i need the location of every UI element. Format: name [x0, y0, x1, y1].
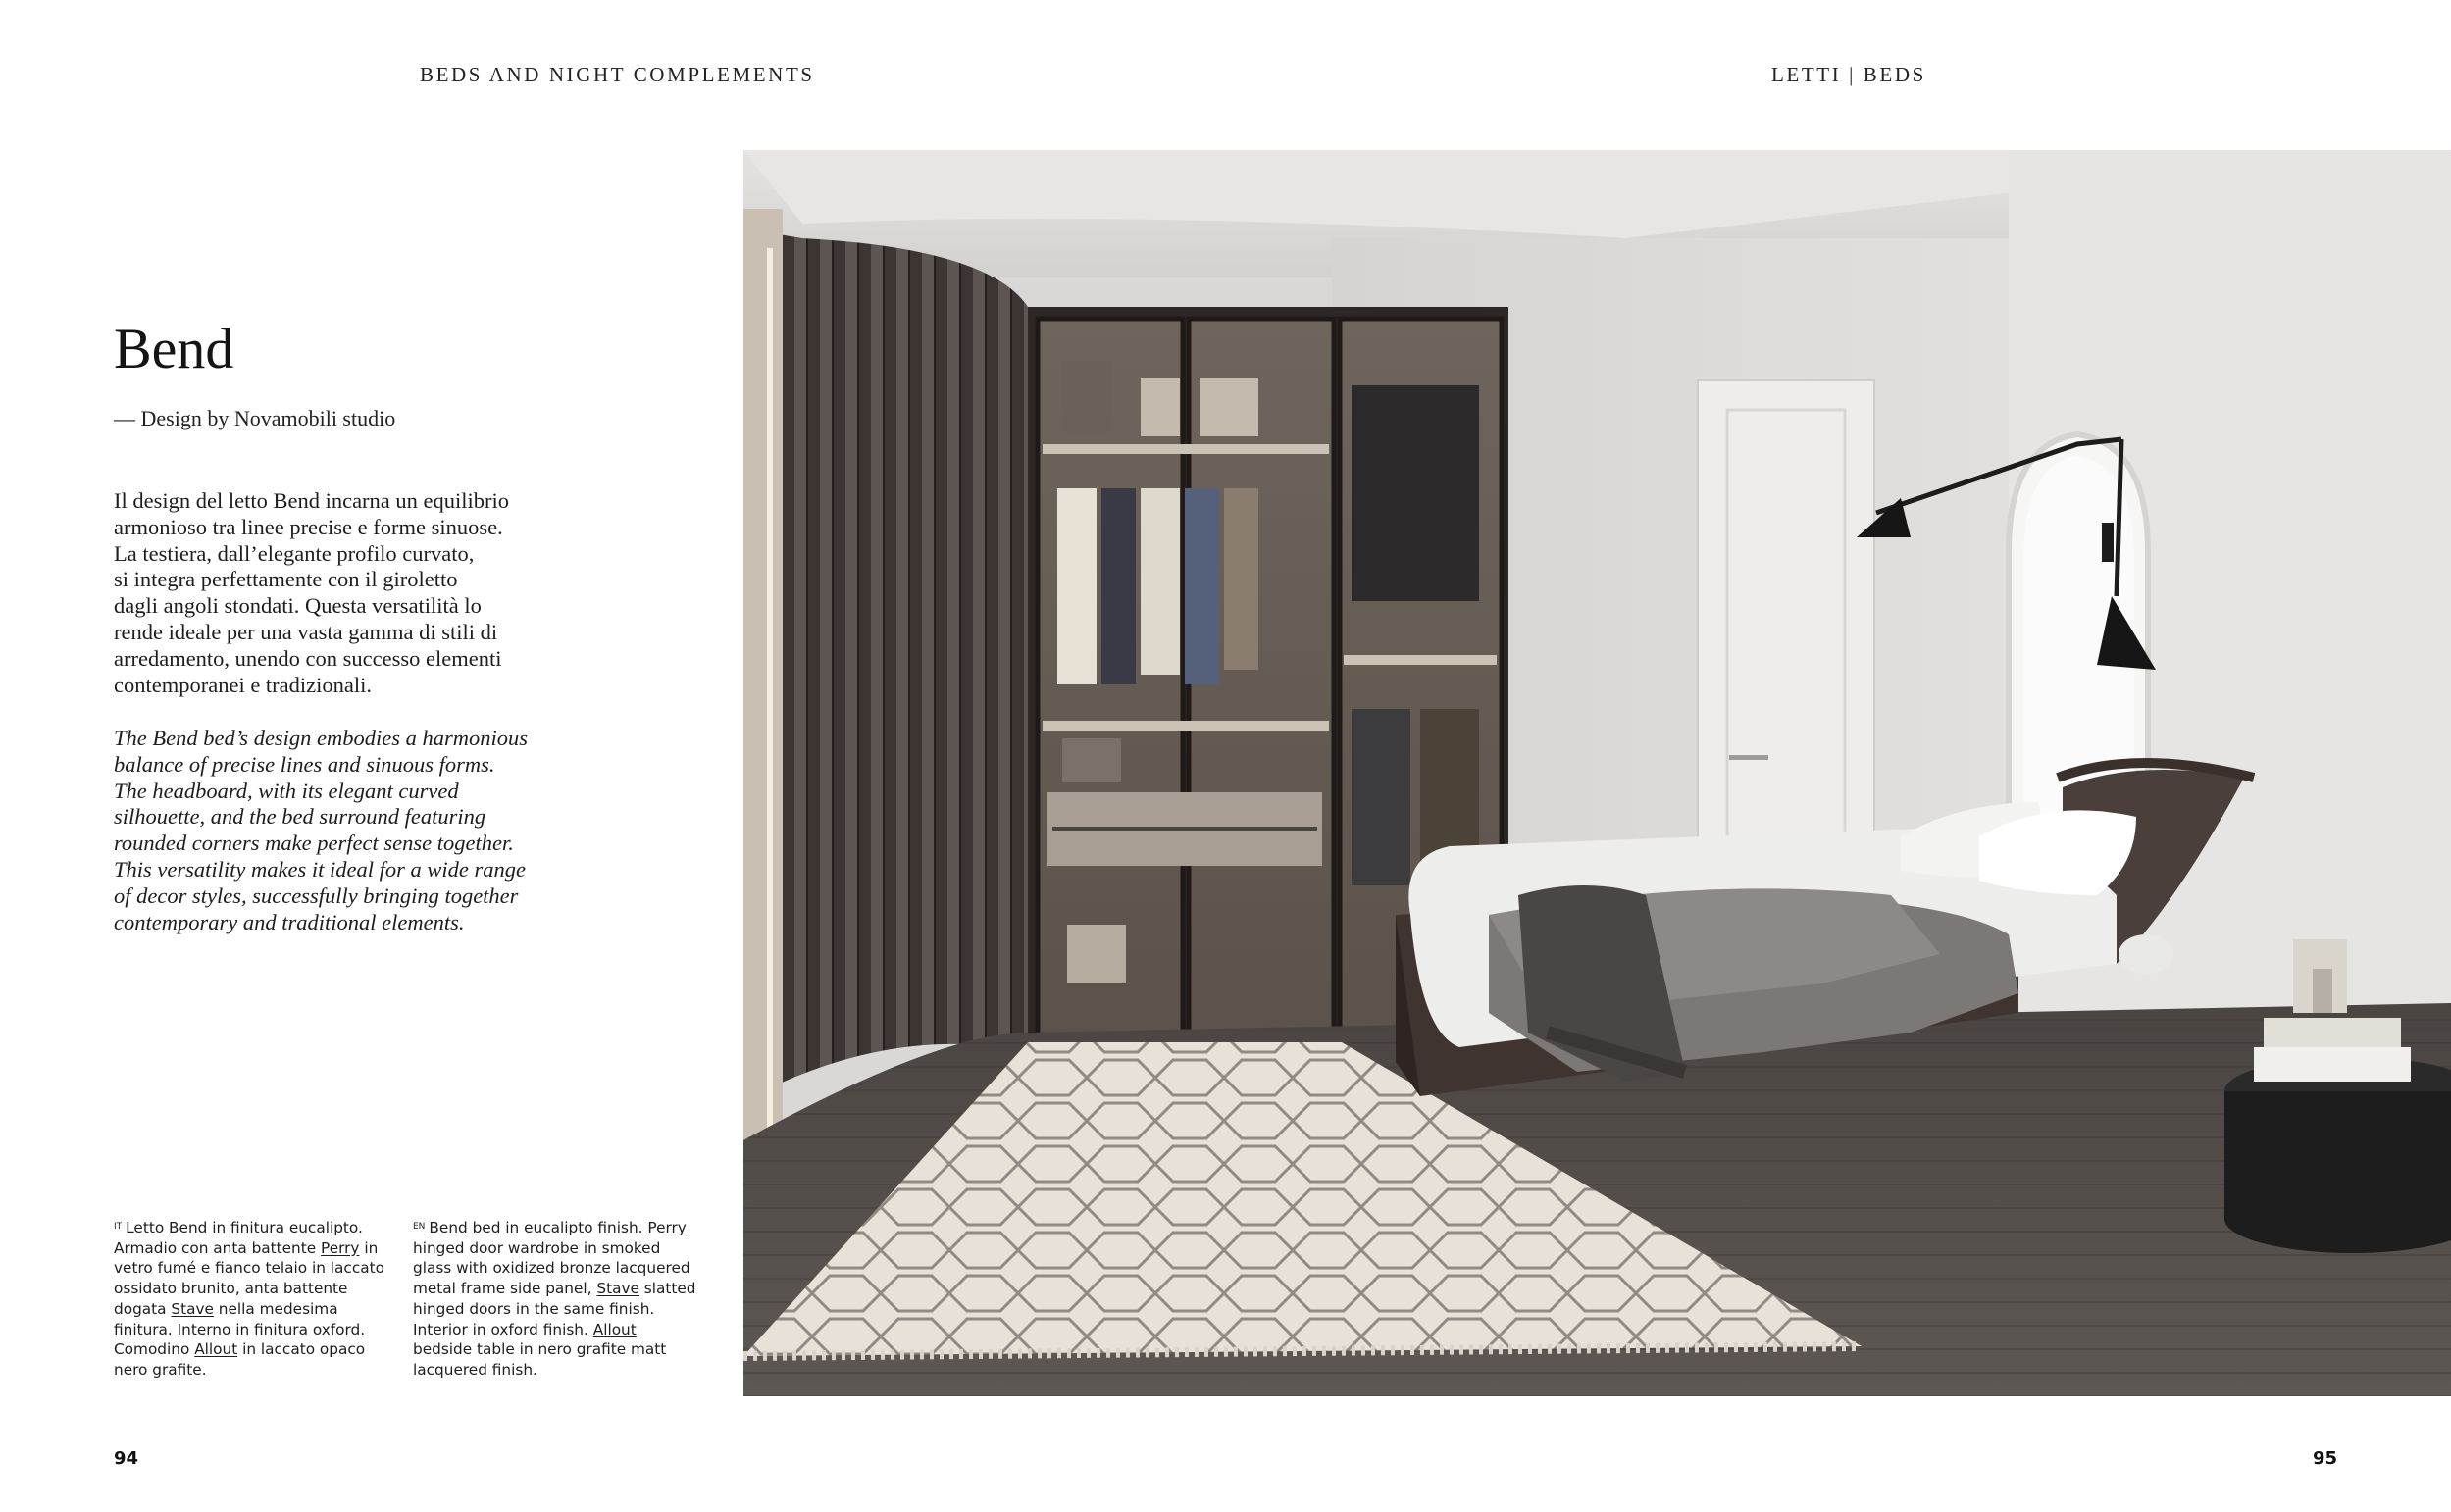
product-link-stave[interactable]: Stave	[171, 1299, 214, 1318]
caption-lang-label: IT	[114, 1222, 123, 1232]
page-number-right: 95	[2313, 1448, 2338, 1469]
product-link-bend[interactable]: Bend	[429, 1219, 468, 1236]
product-link-perry[interactable]: Perry	[321, 1238, 360, 1257]
caption-text: bedside table in nero grafite matt lacquered finish.	[413, 1340, 667, 1379]
running-head-left: BEDS AND NIGHT COMPLEMENTS	[420, 63, 815, 86]
caption-text: in laccato opaco nero grafite.	[114, 1340, 366, 1379]
caption-text: in finitura eucalipto. Armadio con anta battente	[114, 1219, 363, 1257]
product-link-perry[interactable]: Perry	[647, 1219, 687, 1236]
description-italian: Il design del letto Bend incarna un equilibrio armonioso tra linee precise e forme sinuose. La testiera, dall’elegante profilo curvato, si integra perfettamente con il giroletto dagli angoli stondati. Questa versatilità lo rende ideale per una vasta gamma di stili di arredamento, unendo con successo elementi contemporanei e tradizionali.	[114, 488, 510, 697]
caption-text: bed in eucalipto finish.	[467, 1219, 648, 1236]
product-subtitle: — Design by Novamobili studio	[114, 406, 396, 430]
product-link-stave[interactable]: Stave	[596, 1280, 639, 1298]
bedroom-illustration	[743, 150, 2451, 1396]
caption-italian	[114, 1218, 398, 1381]
page-number-left: 94	[114, 1448, 139, 1469]
caption-lang-label: EN	[413, 1222, 426, 1232]
running-head-right: LETTI | BEDS	[1771, 63, 1926, 86]
caption-text: hinged door wardrobe in smoked glass with oxidized bronze lacquered metal frame side panel,	[413, 1238, 690, 1298]
product-link-bend[interactable]: Bend	[169, 1219, 208, 1236]
description-english: The Bend bed’s design embodies a harmonious balance of precise lines and sinuous forms. The headboard, with its elegant curved silhouette, and the bed surround featuring rounded corners make perfect sense together. This versatility makes it ideal for a wide range of decor styles, successfully bringing together contemporary and traditional elements.	[114, 726, 529, 934]
caption-text: nella medesima finitura. Interno in finitura oxford. Comodino	[114, 1299, 366, 1359]
caption-english	[413, 1218, 697, 1381]
product-link-allout[interactable]: Allout	[592, 1320, 637, 1338]
caption-text: in vetro fumé e fianco telaio in laccato ossidato brunito, anta battente dogata	[114, 1238, 384, 1318]
product-link-allout[interactable]: Allout	[194, 1340, 238, 1359]
bedroom-photo	[743, 150, 2451, 1396]
caption-text: Letto	[126, 1219, 170, 1236]
product-title: Bend	[114, 317, 234, 380]
caption-text: slatted hinged doors in the same finish. Interior in oxford finish.	[413, 1280, 696, 1338]
